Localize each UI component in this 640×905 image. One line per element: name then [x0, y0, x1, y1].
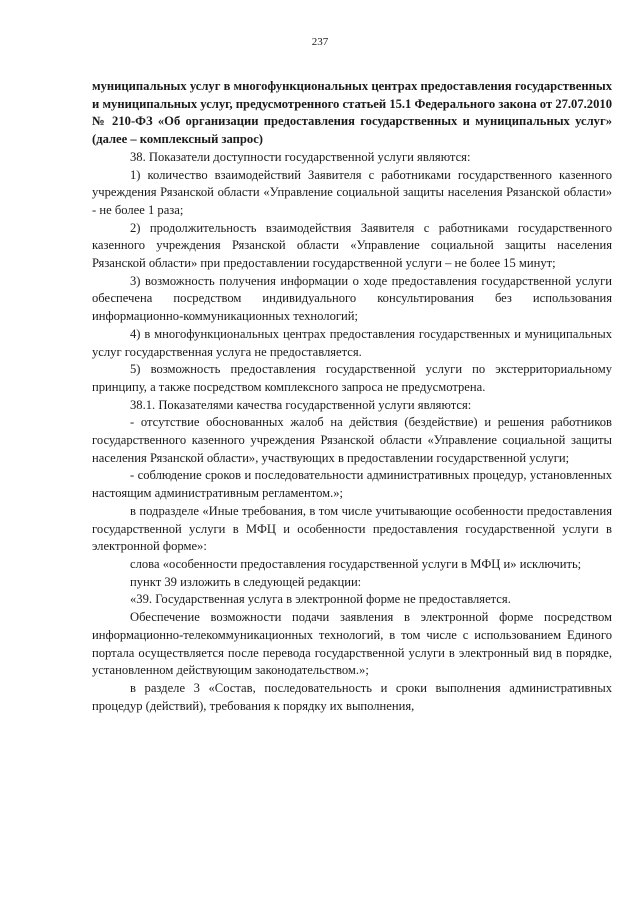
paragraph: 1) количество взаимодействий Заявителя с работниками государственного казенного учреждения Рязанской области «Управление социальной защиты населения Рязанской области» - не более 1 раза; [92, 167, 612, 217]
page-number: 237 [311, 36, 329, 48]
paragraph: - соблюдение сроков и последовательности административных процедур, установленных настоящим административным регламентом.»; [92, 468, 612, 501]
paragraph: 38.1. Показателями качества государственной услуги являются: [130, 397, 472, 412]
paragraph: Обеспечение возможности подачи заявления в электронной форме посредством информационно-телекоммуникационных технологий, в том числе с использованием Единого портала осуществляется после перевода государственной услуги в электронный вид в порядке, установленном действующим законодательством.»; [92, 610, 612, 678]
paragraph: пункт 39 изложить в следующей редакции: [130, 574, 362, 589]
paragraph: в разделе 3 «Состав, последовательность и сроки выполнения административных процедур (действий), требования к порядку их выполнения, [92, 680, 612, 713]
paragraph: слова «особенности предоставления государственной услуги в МФЦ и» исключить; [130, 556, 582, 571]
paragraph: - отсутствие обоснованных жалоб на действия (бездействие) и решения работников государственного казенного учреждения Рязанской области «Управление социальной защиты населения Рязанской области», участвующих в предоставлении государственной услуги; [92, 415, 612, 465]
paragraph: «39. Государственная услуга в электронной форме не предоставляется. [130, 592, 511, 607]
paragraph: 4) в многофункциональных центрах предоставления государственных и муниципальных услуг государственная услуга не предоставляется. [92, 326, 612, 359]
document-body [92, 78, 612, 715]
section-heading: муниципальных услуг в многофункциональных центрах предоставления государственных и муниципальных услуг, предусмотренного статьей 15.1 Федерального закона от 27.07.2010 № 210-ФЗ «Об организации предоставления государственных и муниципальных услуг» (далее – комплексный запрос) [92, 79, 612, 147]
paragraph: 38. Показатели доступности государственной услуги являются: [130, 149, 471, 164]
paragraph: 3) возможность получения информации о ходе предоставления государственной услуги обеспечена посредством индивидуального консультирования без использования информационно-коммуникационных технологий; [92, 273, 612, 324]
paragraph: 5) возможность предоставления государственной услуги по экстерриториальному принципу, а также посредством комплексного запроса не предусмотрена. [92, 362, 612, 394]
paragraph: 2) продолжительность взаимодействия Заявителя с работниками государственного казенного учреждения Рязанской области «Управление социальной защиты населения Рязанской области» при предоставлении государственной услуги – не более 15 минут; [92, 220, 612, 271]
paragraph: в подразделе «Иные требования, в том числе учитывающие особенности предоставления государственной услуги в МФЦ и особенности предоставления государственной услуги в электронной форме»: [92, 503, 612, 554]
